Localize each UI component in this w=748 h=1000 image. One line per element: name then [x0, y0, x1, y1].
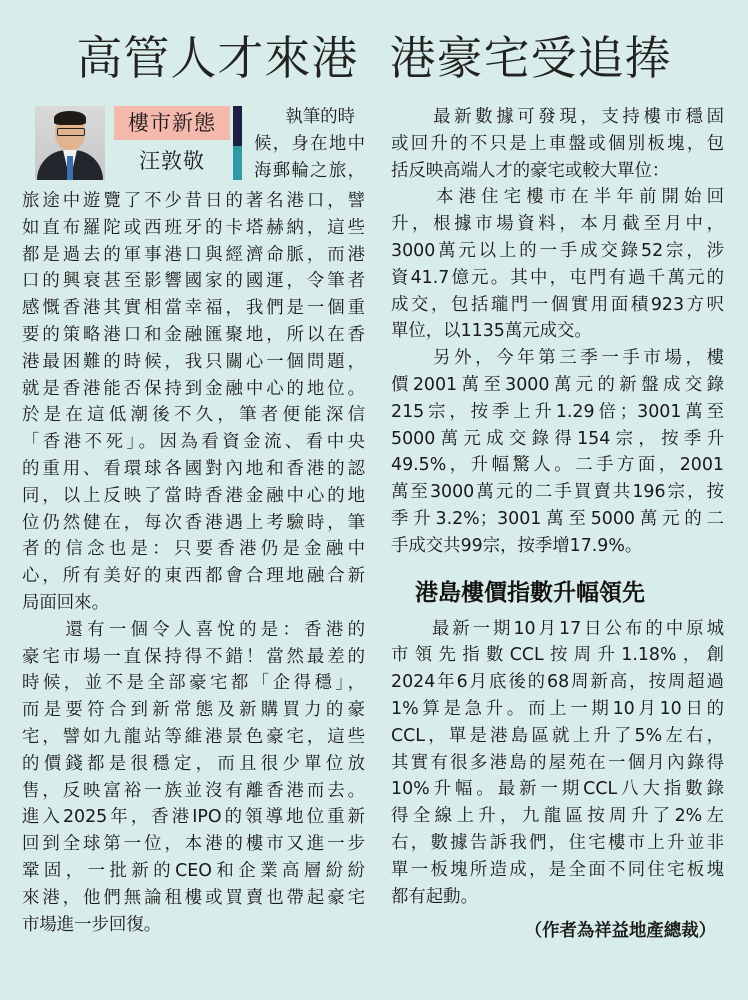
- text-line: 港最困難的時候，我只關心一個問題，: [22, 351, 365, 372]
- text-line: 位仍然健在，每次香港遇上考驗時，筆: [22, 512, 365, 533]
- text-line: 其實有很多港島的屋苑在一個月內錄得: [391, 752, 724, 773]
- text-line: 豪宅市場一直保持得不錯！當然最差的: [22, 646, 365, 667]
- author-photo: [35, 106, 105, 180]
- text-line: 資41.7億元。其中，屯門有過千萬元的: [391, 267, 724, 288]
- text-line: 的價錢都是很穩定，而且很少單位放: [22, 753, 365, 774]
- text-line: 感慨香港其實相當幸福，我們是一個重: [22, 298, 365, 319]
- text-line: 局面回來。: [22, 592, 109, 613]
- text-line: 者的信念也是：只要香港仍是金融中: [22, 539, 365, 560]
- author-credit: （作者為祥益地產總裁）: [524, 921, 716, 942]
- text-line: 執筆的時: [285, 107, 355, 127]
- text-line: 1%算是急升。而上一期10月10日的: [391, 698, 724, 719]
- text-line: 口的興衰甚至影響國家的國運，令筆者: [22, 271, 365, 292]
- text-line: 旅途中遊覽了不少昔日的著名港口，譬: [22, 191, 365, 211]
- text-line: 市場進一步回復。: [22, 914, 162, 935]
- text-line: 候，身在地中: [254, 133, 365, 154]
- text-line: 要的策略港口和金融匯聚地，所以在香: [22, 324, 365, 345]
- text-line: 10%升幅。最新一期CCL八大指數錄: [391, 779, 724, 800]
- text-line: 「香港不死」。因為看資金流、看中央: [22, 432, 365, 453]
- text-line: 進入2025年，香港IPO的領導地位重新: [22, 807, 365, 828]
- text-line: 如直布羅陀或西班牙的卡塔赫納，這些: [22, 217, 365, 238]
- text-line: 來港，他們無論租樓或買賣也帶起豪宅: [22, 887, 365, 908]
- text-line: CCL，單是港島區就上升了5%左右，: [391, 725, 724, 746]
- text-line: 成交，包括瓏門一個實用面積923方呎: [391, 294, 724, 315]
- right-column: [391, 104, 724, 945]
- text-line: 都是過去的軍事港口與經濟命脈，而港: [22, 244, 365, 265]
- text-line: 升，根據市場資料，本月截至月中，: [391, 214, 724, 235]
- text-line: 括反映高端人才的豪宅或較大單位：: [391, 160, 670, 181]
- right-body-text-a: [391, 104, 724, 560]
- text-line: 售，反映富裕一族並沒有離香港而去。: [22, 780, 365, 801]
- author-name: 汪敦敬: [114, 144, 230, 178]
- text-line: 最新數據可發現，支持樓市穩固: [391, 107, 724, 127]
- byline: [22, 104, 244, 184]
- text-line: 價2001萬至3000萬元的新盤成交錄: [391, 374, 724, 395]
- text-line: 5000萬元成交錄得154宗，按季升: [391, 428, 724, 449]
- text-line: 手成交共99宗，按季增17.9%。: [391, 535, 643, 556]
- text-line: 都有起動。: [391, 886, 478, 907]
- headline: 高管人才來港 港豪宅受追捧: [76, 31, 672, 85]
- text-line: 而是要符合到新常態及新購買力的豪: [22, 700, 365, 721]
- text-line: 2024年6月底後的68周新高，按周超過: [391, 672, 724, 693]
- text-line: 季升3.2%；3001萬至5000萬元的二: [391, 508, 724, 529]
- text-line: 或回升的不只是上車盤或個別板塊，包: [391, 133, 724, 154]
- text-line: 心，所有美好的東西都會合理地融合新: [22, 566, 365, 587]
- left-body-text: [22, 188, 365, 938]
- text-line: 還有一個令人喜悅的是：香港的: [22, 619, 365, 640]
- text-line: 另外，今年第三季一手市場，樓: [391, 348, 724, 369]
- text-line: 萬至3000萬元的二手買賣共196宗，按: [391, 482, 724, 503]
- left-column: [22, 104, 365, 938]
- text-line: 回到全球第一位，本港的樓市又進一步: [22, 834, 365, 855]
- text-line: 得全線上升，九龍區按周升了2%左: [391, 806, 724, 827]
- text-line: 宅，譬如九龍站等維港景色豪宅，這些: [22, 726, 365, 747]
- text-line: 本港住宅樓市在半年前開始回: [391, 187, 724, 208]
- text-line: 49.5%，升幅驚人。二手方面，2001: [391, 455, 724, 476]
- text-line: 市領先指數CCL按周升1.18%，創: [391, 645, 724, 666]
- text-line: 於是在這低潮後不久，筆者便能深信: [22, 405, 365, 426]
- text-line: 就是香港能否保持到金融中心的地位。: [22, 378, 365, 399]
- text-line: 最新一期10月17日公布的中原城: [391, 618, 724, 639]
- text-line: 單一板塊所造成，是全面不同住宅板塊: [391, 859, 724, 880]
- right-body-text-b: [391, 616, 724, 911]
- text-line: 單位，以1135萬元成交。: [391, 321, 592, 342]
- text-line: 海郵輪之旅，: [254, 160, 365, 181]
- text-line: 右，數據告訴我們，住宅樓市上升並非: [391, 832, 724, 853]
- text-line: 的重用、看環球各國對內地和香港的認: [22, 458, 365, 479]
- text-line: 時候，並不是全部豪宅都「企得穩」，: [22, 673, 365, 694]
- subheading: 港島樓價指數升幅領先: [415, 579, 645, 606]
- text-line: 同，以上反映了當時香港金融中心的地: [22, 485, 365, 506]
- text-line: 3000萬元以上的一手成交錄52宗，涉: [391, 240, 724, 261]
- text-line: 鞏固，一批新的CEO和企業高層紛紛: [22, 860, 365, 881]
- byline-accent-bar: [233, 106, 242, 180]
- column-name: 樓市新態: [114, 106, 230, 140]
- text-line: 215宗，按季上升1.29倍；3001萬至: [391, 401, 724, 422]
